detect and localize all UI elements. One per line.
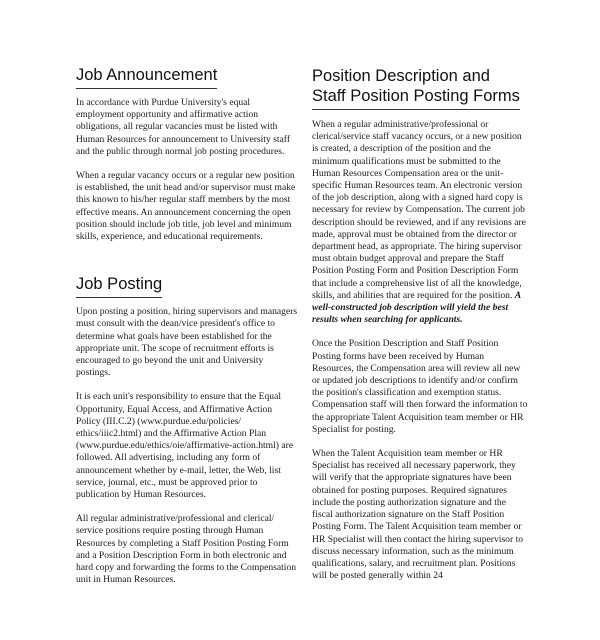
right-column [312,66,528,594]
job-posting-heading: Job Posting [76,275,162,298]
paragraph-1-emphasis: A well-constructed job description will yield the best results when searching for applicants. [312,289,521,326]
job-announcement-paragraph-2: When a regular vacancy occurs or a regular new position is established, the unit head and/or supervisor must make this known to his/her regular staff members by the most effective means. An announcement concerning the open position should include job title, job level and minimum skills, experience, and educational requirements. [76,170,296,243]
position-description-paragraph-3: When the Talent Acquisition team member or HR Specialist has received all necessary paperwork, they will verify that the appropriate signatures have been obtained for posting purposes. Required signatures include the posting authorization signature and the fiscal authorization signature on the Staff Position Posting Form. The Talent Acquisition team member or HR Specialist will then contact the hiring supervisor to discuss necessary information, such as the minimum qualifications, salary, and recruitment plan. Positions will be posted generally within 24 [312,448,524,582]
job-posting-paragraph-1: Upon posting a position, hiring supervisors and managers must consult with the dean/vice president's office to determine what goals have been established for the appropriate unit. The scope of recruitment efforts is encouraged to go beyond the unit and University postings. [76,306,298,379]
paragraph-1-text: When a regular administrative/professional or clerical/service staff vacancy occurs, or a new position is created, a description of the position and the minimum qualifications must be submitted to the Human Resources Compensation area or the unit-specific Human Resources team. An electronic version of the job description, along with a signed hard copy is necessary for review by Compensation. The current job description should be reviewed, and if any revisions are made, approval must be obtained from the director or department head, as appropriate. The hiring supervisor must obtain budget approval and prepare the Staff Position Posting Form and Position Description Form that include a comprehensive list of all the knowledge, skills, and abilities that are required for the position. [312,119,526,301]
left-column [76,66,298,599]
job-announcement-paragraph-1: In accordance with Purdue University's equal employment opportunity and affirmative action obligations, all regular vacancies must be listed with Human Resources for announcement to University staff and the public through normal job posting procedures. [76,97,291,157]
position-description-paragraph-2: Once the Position Description and Staff Position Posting forms have been received by Human Resources, the Compensation area will review all new or updated job descriptions to identify and/or confirm the position's classification and exemption status. Compensation staff will then forward the information to the appropriate Talent Acquisition team member or HR Specialist for posting. [312,338,528,435]
position-description-heading [312,66,528,110]
job-posting-paragraph-2: It is each unit's responsibility to ensure that the Equal Opportunity, Equal Access, and Affirmative Action Policy (III.C.2) (www.purdue.edu/policies/ ethics/iiic2.html) and the Affirmative Action Plan (www.purdue.edu/ethics/oie/affirmative-action.html) are followed. All advertising, including any form of announcement whether by e-mail, letter, the Web, list service, journal, etc., must be approved prior to publication by Human Resources. [76,391,294,501]
job-posting-paragraph-3: All regular administrative/professional and clerical/ service positions require posting through Human Resources by completing a Staff Position Posting Form and a Position Description Form in both electronic and hard copy and forwarding the forms to the Compensation unit in Human Resources. [76,513,297,586]
position-description-paragraph-1 [312,119,528,326]
heading-line-1: Position Description and [312,67,490,85]
job-announcement-heading: Job Announcement [76,66,217,89]
heading-line-2: Staff Position Posting Forms [312,86,520,110]
